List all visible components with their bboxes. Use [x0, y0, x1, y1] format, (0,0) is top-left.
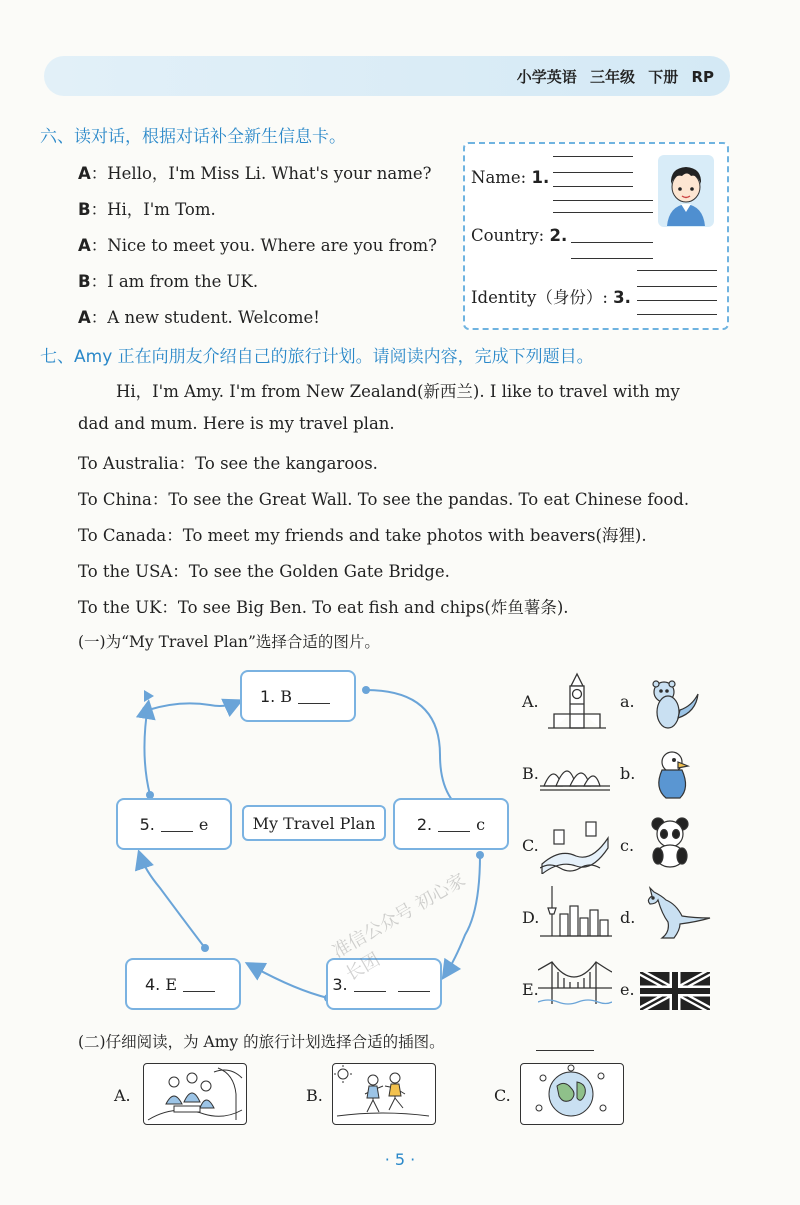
identity-label: Identity（身份）: 3.: [471, 288, 631, 307]
answer-line: [637, 270, 717, 271]
passage-line: To the UK：To see Big Ben. To eat fish and chips(炸鱼薯条).: [78, 598, 569, 617]
passage-line: dad and mum. Here is my travel plan.: [78, 414, 395, 433]
toronto-skyline-icon: [538, 884, 614, 940]
family-picnic-icon: [144, 1064, 244, 1122]
my-travel-plan-center: My Travel Plan: [242, 805, 386, 841]
option-label: A.: [114, 1086, 131, 1105]
world-globe-icon: [521, 1064, 621, 1122]
picture-option-b[interactable]: [332, 1063, 436, 1125]
picture-option-a[interactable]: [143, 1063, 247, 1125]
option-label: a.: [620, 692, 635, 711]
beaver-icon: [644, 676, 702, 734]
answer-line: [553, 200, 653, 201]
answer-line[interactable]: [637, 300, 717, 301]
passage-line: To China：To see the Great Wall. To see the pandas. To eat Chinese food.: [78, 490, 690, 509]
option-label: b.: [620, 764, 636, 783]
student-info-card: [463, 142, 729, 330]
plan-box-5[interactable]: 5. e: [116, 798, 232, 850]
big-ben-icon: [546, 670, 608, 732]
option-label: c.: [620, 836, 635, 855]
plan-box-1[interactable]: 1. B: [240, 670, 356, 722]
option-label: B.: [522, 764, 539, 783]
section6-title: 六、读对话，根据对话补全新生信息卡。: [40, 127, 346, 147]
answer-line: [637, 314, 717, 315]
answer-line: [553, 156, 633, 157]
dialogue-line: B：Hi，I'm Tom.: [78, 200, 216, 219]
section7-title: 七、Amy 正在向朋友介绍自己的旅行计划。请阅读内容，完成下列题目。: [40, 347, 594, 367]
passage-line: To the USA：To see the Golden Gate Bridge.: [78, 562, 450, 581]
passage-line: To Australia：To see the kangaroos.: [78, 454, 378, 473]
header-title: 小学英语 三年级 下册 RP: [516, 68, 714, 86]
page-number: · 5 ·: [384, 1150, 416, 1169]
eagle-icon: [648, 748, 696, 800]
option-label: e.: [620, 980, 635, 999]
dialogue-line: A：Hello，I'm Miss Li. What's your name?: [78, 164, 432, 183]
option-label: D.: [522, 908, 540, 927]
option-label: A.: [522, 692, 539, 711]
watermark: 准信公众号 初心家长团: [329, 869, 470, 986]
answer-line: [571, 258, 653, 259]
great-wall-icon: [540, 818, 610, 874]
dialogue-line: B：I am from the UK.: [78, 272, 259, 291]
answer-line: [553, 212, 653, 213]
dialogue-line: A：A new student. Welcome!: [78, 308, 320, 327]
picture-option-c[interactable]: [520, 1063, 624, 1125]
answer-line[interactable]: [553, 186, 633, 187]
option-label: d.: [620, 908, 636, 927]
uk-flag-icon: [640, 972, 710, 1010]
children-running-icon: [333, 1064, 433, 1122]
answer-line: [637, 286, 717, 287]
kangaroo-icon: [640, 886, 712, 942]
answer-line: [553, 172, 633, 173]
option-label: E.: [522, 980, 539, 999]
panda-icon: [648, 816, 694, 868]
passage-line: To Canada：To meet my friends and take photos with beavers(海狸).: [78, 526, 647, 545]
part2-title: (二)仔细阅读，为 Amy 的旅行计划选择合适的插图。: [78, 1033, 445, 1051]
option-label: B.: [306, 1086, 323, 1105]
sydney-opera-house-icon: [540, 752, 610, 796]
option-label: C.: [522, 836, 539, 855]
plan-box-2[interactable]: 2. c: [393, 798, 509, 850]
part2-answer-line[interactable]: [536, 1050, 594, 1051]
option-label: C.: [494, 1086, 511, 1105]
passage-line: Hi，I'm Amy. I'm from New Zealand(新西兰). I like to travel with my: [116, 382, 680, 401]
golden-gate-bridge-icon: [538, 958, 612, 1008]
country-label: Country: 2.: [471, 226, 568, 245]
answer-line[interactable]: [571, 242, 653, 243]
plan-box-3[interactable]: 3.: [326, 958, 442, 1010]
part1-title: (一)为“My Travel Plan”选择合适的图片。: [78, 633, 380, 651]
boy-avatar-icon: [657, 154, 715, 228]
plan-box-4[interactable]: 4. E: [125, 958, 241, 1010]
dialogue-line: A：Nice to meet you. Where are you from?: [78, 236, 438, 255]
name-label: Name: 1.: [471, 168, 550, 187]
